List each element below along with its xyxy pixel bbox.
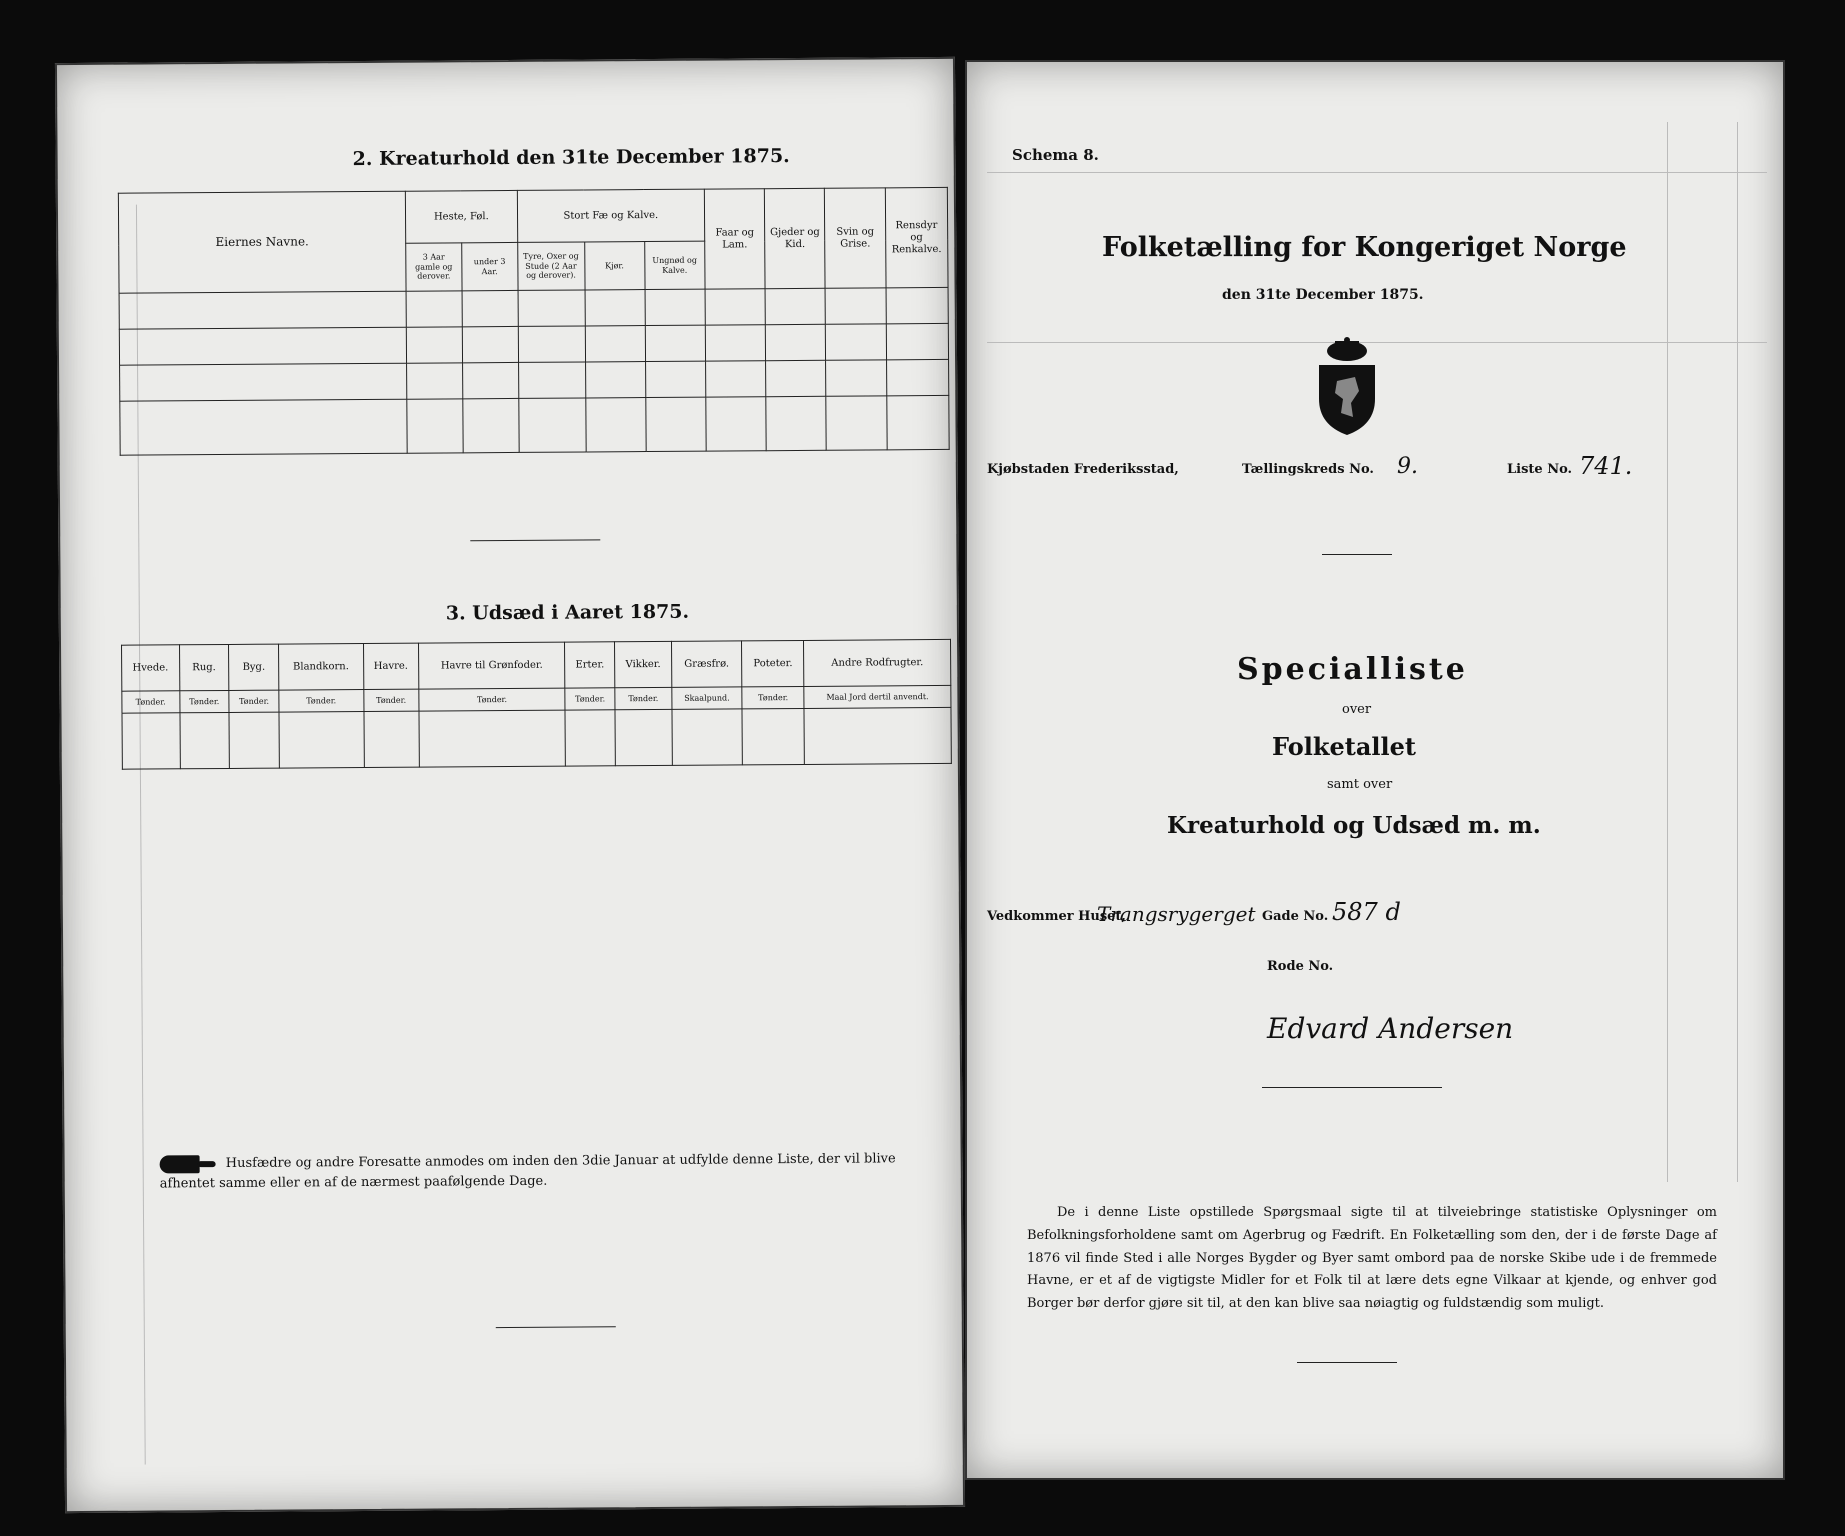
sowing-title: 3. Udsæd i Aaret 1875. xyxy=(445,600,690,625)
sheep-header: Faar og Lam. xyxy=(704,189,765,289)
sowing-col-rug: Rug. xyxy=(179,644,229,690)
bottom-rule xyxy=(1297,1362,1397,1363)
sowing-col-vikker: Vikker. xyxy=(615,641,672,687)
livestock-title: 2. Kreaturhold den 31te December 1875. xyxy=(352,145,790,171)
right-page xyxy=(965,60,1785,1480)
sowing-unit: Tønder. xyxy=(279,690,364,713)
cattle-sub1: Tyre, Oxer og Stude (2 Aar og derover). xyxy=(517,242,584,290)
horses-header: Heste, Føl. xyxy=(405,190,517,243)
livestock-table xyxy=(118,187,950,456)
cattle-sub3: Ungnød og Kalve. xyxy=(644,241,705,289)
sowing-col-byg: Byg. xyxy=(229,644,279,690)
sowing-col-blandkorn: Blandkorn. xyxy=(279,644,364,691)
samt-over-label: samt over xyxy=(1327,777,1393,792)
sowing-unit: Skaalpund. xyxy=(672,687,743,709)
sowing-col-graesfro: Græsfrø. xyxy=(671,641,742,687)
sowing-unit: Tønder. xyxy=(615,687,672,709)
sowing-unit: Tønder. xyxy=(419,688,566,711)
table-row xyxy=(119,287,948,329)
signature: Edvard Andersen xyxy=(1267,1012,1514,1045)
notice xyxy=(160,1149,940,1195)
table-row xyxy=(120,359,949,401)
sowing-col-havre: Havre. xyxy=(363,643,419,689)
sowing-col-hvede: Hvede. xyxy=(122,645,180,691)
district-label: Tællingskreds No. xyxy=(1242,462,1374,477)
sowing-col-poteter: Poteter. xyxy=(742,640,804,686)
left-page xyxy=(55,57,965,1513)
rode-label: Rode No. xyxy=(1267,959,1334,974)
list-value: 741. xyxy=(1579,452,1633,480)
sowing-unit: Tønder. xyxy=(179,690,229,712)
divider-rule xyxy=(470,539,600,541)
sowing-unit: Tønder. xyxy=(565,688,615,710)
sowing-unit: Maal Jord dertil anvendt. xyxy=(804,685,951,708)
goats-header: Gjeder og Kid. xyxy=(765,188,826,288)
notice-text: Husfædre og andre Foresatte anmodes om inden den 3die Januar at udfylde denne Liste, der vil blive afhentet samme eller en af de nærmest paafølgende Dage. xyxy=(159,1151,896,1192)
cattle-header: Stort Fæ og Kalve. xyxy=(517,189,705,242)
sowing-col-erter: Erter. xyxy=(565,642,615,688)
gade-value: 587 d xyxy=(1332,898,1401,926)
sowing-col-havre-gronfoder: Havre til Grønfoder. xyxy=(418,642,565,689)
folketallet-label: Folketallet xyxy=(1272,732,1416,761)
sowing-unit: Tønder. xyxy=(742,686,804,708)
list-label: Liste No. xyxy=(1507,462,1573,477)
gade-label: Gade No. xyxy=(1262,909,1329,924)
census-date: den 31te December 1875. xyxy=(1222,287,1424,303)
table-row xyxy=(120,395,949,455)
table-row xyxy=(122,707,951,769)
divider-rule xyxy=(1322,554,1392,555)
horses-sub2: under 3 Aar. xyxy=(462,242,518,290)
livestock-line: Kreaturhold og Udsæd m. m. xyxy=(1167,812,1541,839)
town-label: Kjøbstaden Frederiksstad, xyxy=(987,462,1179,477)
district-value: 9. xyxy=(1397,454,1418,479)
owner-header: Eiernes Navne. xyxy=(118,191,406,293)
house-value: Trangsrygerget xyxy=(1097,902,1256,926)
schema-label: Schema 8. xyxy=(1012,146,1099,164)
sowing-table xyxy=(121,639,952,770)
over-label: over xyxy=(1342,702,1372,717)
sowing-unit: Tønder. xyxy=(122,691,180,713)
explanation-paragraph: De i denne Liste opstillede Spørgsmaal sigte til at tilveiebringe statistiske Oplysninger om Befolkningsforholdene samt om Agerbrug og Fædrift. En Folketælling som den, der i de første Dage af 1876 vil finde Sted i alle Norges Bygder og Byer samt ombord paa de norske Skibe ude i de fremmede Havne, er et af de vigtigste Midler for et Folk til at lære dets egne Vilkaar at kjende, og enhver god Borger bør derfor gjøre sit til, at den kan blive saa nøiagtig og fuldstændig som muligt. xyxy=(1027,1205,1717,1311)
sowing-unit: Tønder. xyxy=(229,690,279,712)
cattle-sub2: Kjør. xyxy=(584,242,645,290)
horses-sub1: 3 Aar gamle og derover. xyxy=(406,243,462,291)
sowing-col-andre: Andre Rodfrugter. xyxy=(804,639,951,686)
coat-of-arms-icon xyxy=(1307,337,1387,437)
table-row xyxy=(119,323,948,365)
pigs-header: Svin og Grise. xyxy=(825,188,886,288)
census-title: Folketælling for Kongeriget Norge xyxy=(1102,232,1627,263)
special-list-title: Specialliste xyxy=(1237,652,1468,687)
pointing-hand-icon xyxy=(160,1155,200,1173)
house-label: Vedkommer Huset, xyxy=(987,909,1126,924)
bottom-rule xyxy=(496,1326,616,1328)
reindeer-header: Rensdyr og Renkalve. xyxy=(885,187,948,287)
sowing-unit: Tønder. xyxy=(363,689,419,711)
divider-rule xyxy=(1262,1087,1442,1088)
